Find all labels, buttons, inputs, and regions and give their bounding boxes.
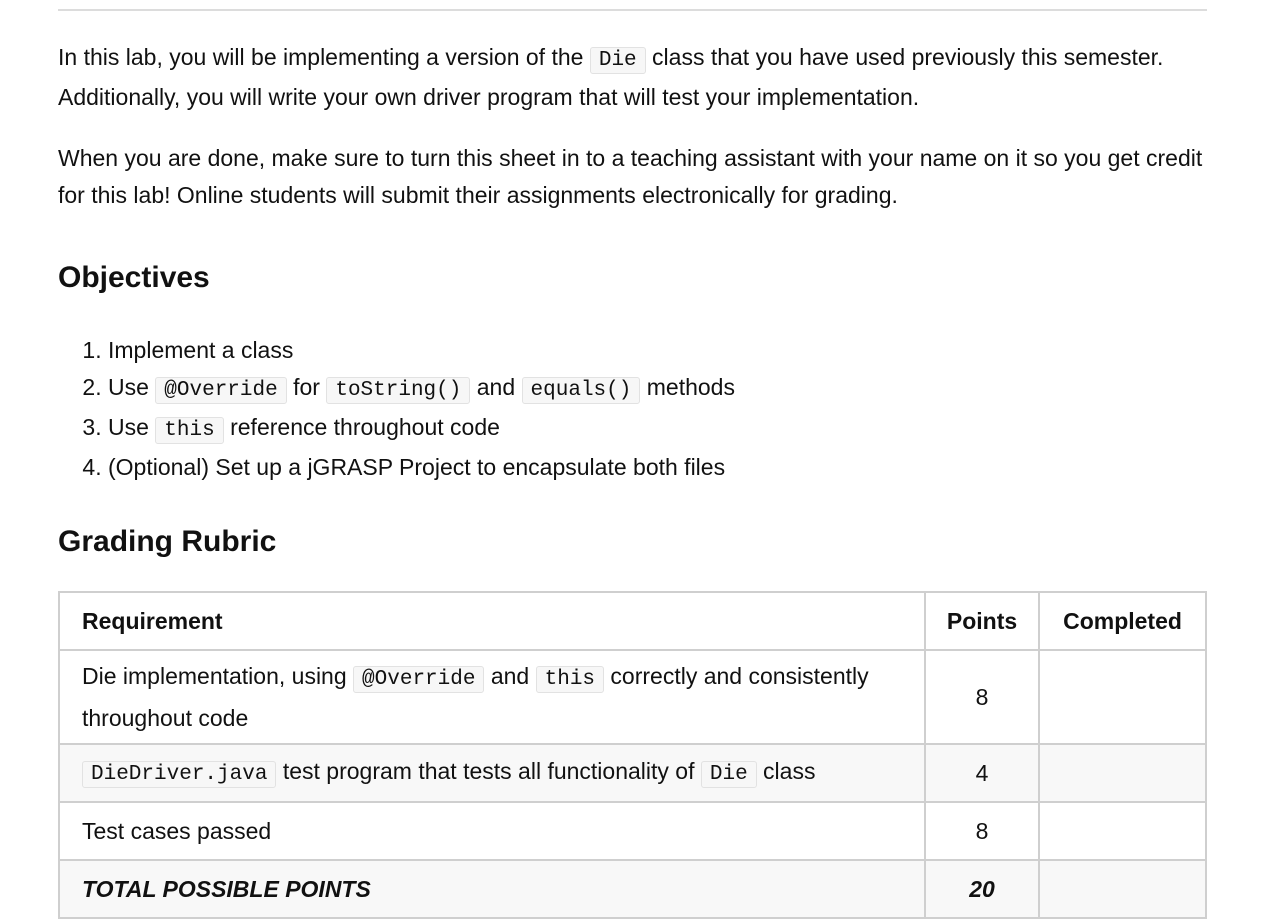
objective-item: 4. (Optional) Set up a jGRASP Project to encapsulate both files bbox=[108, 449, 1207, 486]
objective-text: and bbox=[470, 374, 522, 400]
objective-item bbox=[108, 409, 1207, 449]
requirement-cell: Test cases passed bbox=[59, 802, 925, 860]
intro-paragraph bbox=[58, 39, 1207, 116]
tostring-code: toString() bbox=[326, 377, 470, 404]
requirement-text: and bbox=[484, 663, 536, 689]
intro-text-end: class that you have used previously this semester. Additionally, you will write your own driver program that will test your implementation. bbox=[58, 44, 1164, 110]
table-row bbox=[59, 802, 1206, 860]
table-header-row bbox=[59, 592, 1206, 650]
objective-text: methods bbox=[640, 374, 735, 400]
total-label: TOTAL POSSIBLE POINTS bbox=[59, 860, 925, 918]
requirement-text: test program that tests all functionality of bbox=[276, 758, 701, 784]
this-code: this bbox=[155, 417, 223, 444]
this-code: this bbox=[536, 666, 604, 693]
die-code: Die bbox=[590, 47, 646, 74]
equals-code: equals() bbox=[522, 377, 641, 404]
total-completed-cell[interactable] bbox=[1039, 860, 1206, 918]
objective-text: Use bbox=[108, 414, 156, 440]
objectives-list bbox=[58, 332, 1207, 486]
objective-item: 1. Implement a class bbox=[108, 332, 1207, 369]
objective-text: reference throughout code bbox=[223, 414, 500, 440]
requirement-cell bbox=[59, 650, 925, 744]
objective-item bbox=[108, 369, 1207, 409]
points-header: Points bbox=[925, 592, 1039, 650]
objectives-heading: Objectives bbox=[58, 261, 210, 294]
objective-text: for bbox=[286, 374, 327, 400]
intro-text-start: In this lab, you will be implementing a version of the bbox=[58, 44, 590, 70]
override-code: @Override bbox=[353, 666, 484, 693]
override-code: @Override bbox=[155, 377, 286, 404]
submission-paragraph: When you are done, make sure to turn this sheet in to a teaching assistant with your name on it so you get credit for this lab! Online students will submit their assignments electronically for grading. bbox=[58, 145, 1203, 208]
points-cell: 4 bbox=[925, 744, 1039, 802]
completed-header: Completed bbox=[1039, 592, 1206, 650]
objective-text: Use bbox=[108, 374, 156, 400]
requirement-text: Die implementation, using bbox=[82, 663, 354, 689]
requirement-text: class bbox=[756, 758, 816, 784]
completed-cell[interactable] bbox=[1039, 650, 1206, 744]
grading-rubric-heading: Grading Rubric bbox=[58, 525, 277, 558]
die-code: Die bbox=[701, 761, 757, 788]
lab-document bbox=[58, 0, 1207, 919]
points-cell: 8 bbox=[925, 650, 1039, 744]
completed-cell[interactable] bbox=[1039, 744, 1206, 802]
total-row bbox=[59, 860, 1206, 918]
requirement-cell bbox=[59, 744, 925, 802]
requirement-header: Requirement bbox=[59, 592, 925, 650]
points-cell: 8 bbox=[925, 802, 1039, 860]
completed-cell[interactable] bbox=[1039, 802, 1206, 860]
diedriver-code: DieDriver.java bbox=[82, 761, 276, 788]
grading-rubric-table bbox=[58, 591, 1207, 919]
top-divider bbox=[58, 9, 1207, 11]
table-row bbox=[59, 744, 1206, 802]
requirement-text: correctly and consistently throughout code bbox=[82, 663, 869, 731]
total-points: 20 bbox=[925, 860, 1039, 918]
table-row bbox=[59, 650, 1206, 744]
